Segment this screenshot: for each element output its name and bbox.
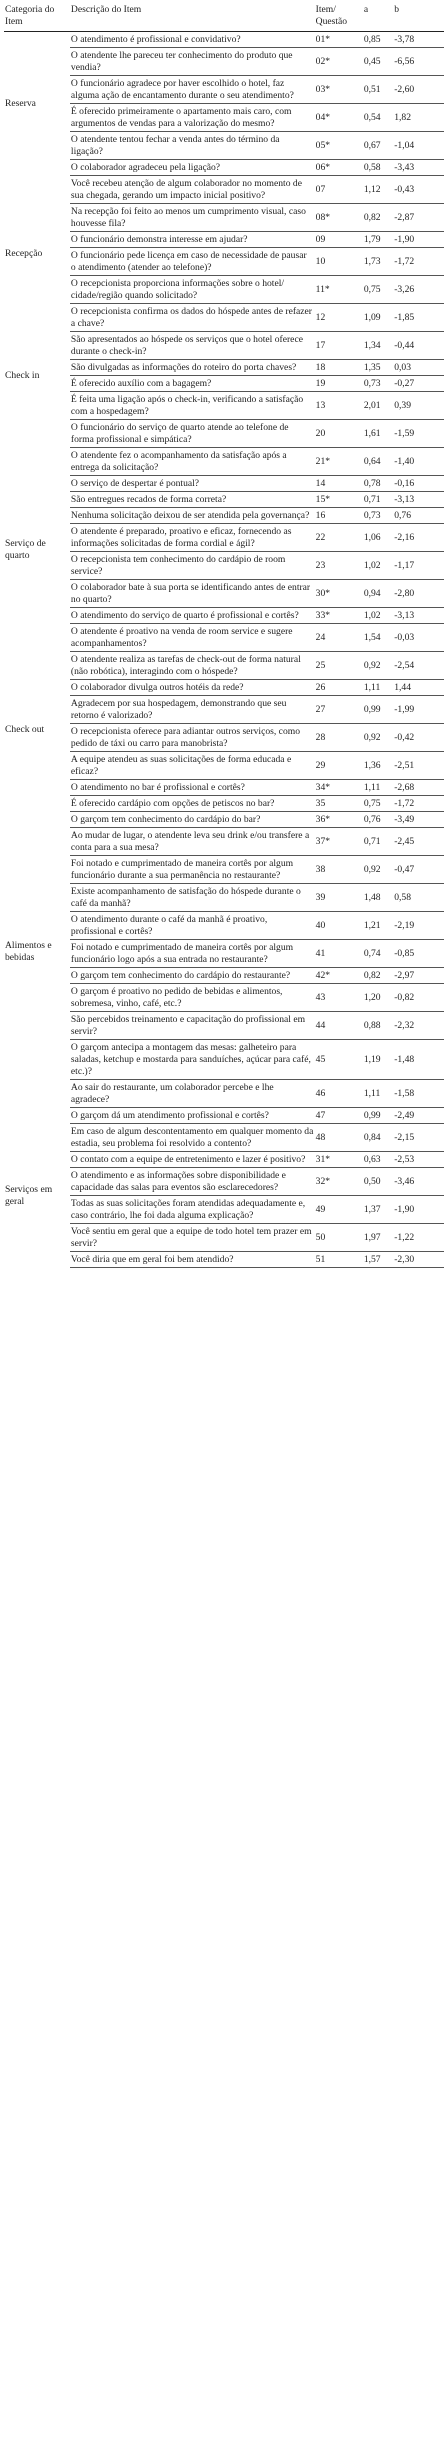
description-cell: Ao sair do restaurante, um colaborador percebe e lhe agradece?	[70, 1080, 315, 1108]
item-cell: 44	[315, 1012, 363, 1040]
description-cell: O contato com a equipe de entretenimento e lazer é positivo?	[70, 1152, 315, 1168]
category-cell: Check in	[5, 370, 40, 381]
a-cell: 1,73	[363, 248, 393, 276]
item-cell: 26	[315, 680, 363, 696]
item-cell: 40	[315, 912, 363, 940]
description-cell: O garçom antecipa a montagem das mesas: galheteiro para saladas, ketchup e mostarda para sanduíches, açúcar para café, etc.)?	[70, 1040, 315, 1080]
b-cell: -1,72	[393, 796, 444, 812]
b-cell: -2,49	[393, 1108, 444, 1124]
table-row	[4, 912, 444, 940]
table-row	[4, 580, 444, 608]
description-cell: O atendimento é profissional e convidativo?	[70, 32, 315, 48]
table-row	[4, 652, 444, 680]
b-cell: -0,16	[393, 476, 444, 492]
table-row	[4, 392, 444, 420]
table-row	[4, 696, 444, 724]
item-cell: 17	[315, 332, 363, 360]
a-cell: 0,82	[363, 204, 393, 232]
table-row	[4, 1040, 444, 1080]
description-cell: O serviço de despertar é pontual?	[70, 476, 315, 492]
b-cell: -1,17	[393, 552, 444, 580]
b-cell: -2,15	[393, 1124, 444, 1152]
table-row	[4, 132, 444, 160]
b-cell: -1,58	[393, 1080, 444, 1108]
b-cell: -1,22	[393, 1224, 444, 1252]
b-cell: -2,32	[393, 1012, 444, 1040]
a-cell: 1,79	[363, 232, 393, 248]
item-cell: 29	[315, 752, 363, 780]
description-cell: O recepcionista oferece para adiantar outros serviços, como pedido de táxi ou carro para manobrista?	[70, 724, 315, 752]
item-cell: 28	[315, 724, 363, 752]
item-cell: 37*	[315, 828, 363, 856]
table-row	[4, 448, 444, 476]
item-cell: 07	[315, 176, 363, 204]
table-row	[4, 828, 444, 856]
description-cell: É oferecido primeiramente o apartamento mais caro, com argumentos de vendas para a valorização do mesmo?	[70, 104, 315, 132]
description-cell: Nenhuma solicitação deixou de ser atendida pela governança?	[70, 508, 315, 524]
a-cell: 1,06	[363, 524, 393, 552]
table-row	[4, 608, 444, 624]
description-cell: O atendente é proativo na venda de room service e sugere acompanhamentos?	[70, 624, 315, 652]
description-cell: São apresentados ao hóspede os serviços que o hotel oferece durante o check-in?	[70, 332, 315, 360]
a-cell: 0,99	[363, 1108, 393, 1124]
table-row	[4, 552, 444, 580]
a-cell: 0,92	[363, 856, 393, 884]
table-row	[4, 680, 444, 696]
description-cell: A equipe atendeu as suas solicitações de forma educada e eficaz?	[70, 752, 315, 780]
table-row	[4, 940, 444, 968]
category-cell: Alimentos e bebidas	[5, 940, 52, 963]
item-cell: 49	[315, 1196, 363, 1224]
item-cell: 10	[315, 248, 363, 276]
a-cell: 0,71	[363, 492, 393, 508]
item-cell: 32*	[315, 1168, 363, 1196]
a-cell: 0,82	[363, 968, 393, 984]
b-cell: -2,45	[393, 828, 444, 856]
b-cell: -3,26	[393, 276, 444, 304]
a-cell: 1,37	[363, 1196, 393, 1224]
item-cell: 30*	[315, 580, 363, 608]
a-cell: 0,63	[363, 1152, 393, 1168]
table-row	[4, 1152, 444, 1168]
a-cell: 1,11	[363, 680, 393, 696]
description-cell: O atendimento do serviço de quarto é profissional e cortês?	[70, 608, 315, 624]
b-cell: -2,51	[393, 752, 444, 780]
description-cell: Todas as suas solicitações foram atendidas adequadamente e, caso contrário, lhe foi dada alguma explicação?	[70, 1196, 315, 1224]
b-cell: -1,99	[393, 696, 444, 724]
b-cell: -6,56	[393, 48, 444, 76]
item-cell: 33*	[315, 608, 363, 624]
description-cell: O funcionário demonstra interesse em ajudar?	[70, 232, 315, 248]
b-cell: 0,03	[393, 360, 444, 376]
a-cell: 1,34	[363, 332, 393, 360]
b-cell: -1,85	[393, 304, 444, 332]
a-cell: 0,71	[363, 828, 393, 856]
item-cell: 41	[315, 940, 363, 968]
a-cell: 0,54	[363, 104, 393, 132]
table-row	[4, 796, 444, 812]
description-cell: O garçom dá um atendimento profissional e cortês?	[70, 1108, 315, 1124]
description-cell: Você recebeu atenção de algum colaborador no momento de sua chegada, gerando um impacto inicial positivo?	[70, 176, 315, 204]
b-cell: -0,47	[393, 856, 444, 884]
description-cell: Foi notado e cumprimentado de maneira cortês por algum funcionário durante a sua permanência no restaurante?	[70, 856, 315, 884]
item-cell: 16	[315, 508, 363, 524]
a-cell: 1,54	[363, 624, 393, 652]
a-cell: 0,92	[363, 652, 393, 680]
a-cell: 0,74	[363, 940, 393, 968]
a-cell: 1,48	[363, 884, 393, 912]
table-row	[4, 1108, 444, 1124]
table-row	[4, 1196, 444, 1224]
table-row	[4, 780, 444, 796]
b-cell: -0,43	[393, 176, 444, 204]
description-cell: Foi notado e cumprimentado de maneira cortês por algum funcionário logo após a sua entrada no restaurante?	[70, 940, 315, 968]
description-cell: Em caso de algum descontentamento em qualquer momento da estadia, seu problema foi resolvido a contento?	[70, 1124, 315, 1152]
header-a: a	[363, 2, 393, 32]
b-cell: 0,76	[393, 508, 444, 524]
table-row	[4, 160, 444, 176]
b-cell: -2,97	[393, 968, 444, 984]
b-cell: -1,72	[393, 248, 444, 276]
table-body	[4, 32, 444, 1268]
item-cell: 36*	[315, 812, 363, 828]
table-row	[4, 76, 444, 104]
description-cell: O atendimento no bar é profissional e cortês?	[70, 780, 315, 796]
item-cell: 13	[315, 392, 363, 420]
item-cell: 51	[315, 1252, 363, 1268]
description-cell: São percebidos treinamento e capacitação do profissional em servir?	[70, 1012, 315, 1040]
header-item: Item/ Questão	[315, 2, 363, 32]
description-cell: O funcionário do serviço de quarto atende ao telefone de forma profissional e simpática?	[70, 420, 315, 448]
item-cell: 11*	[315, 276, 363, 304]
table-row	[4, 1080, 444, 1108]
item-cell: 12	[315, 304, 363, 332]
a-cell: 1,11	[363, 780, 393, 796]
item-cell: 14	[315, 476, 363, 492]
table-row	[4, 48, 444, 76]
table-row	[4, 1124, 444, 1152]
item-cell: 20	[315, 420, 363, 448]
b-cell: -1,48	[393, 1040, 444, 1080]
item-cell: 43	[315, 984, 363, 1012]
table-row	[4, 248, 444, 276]
description-cell: O atendente realiza as tarefas de check-out de forma natural (não robótica), interagindo com o hóspede?	[70, 652, 315, 680]
a-cell: 0,75	[363, 276, 393, 304]
b-cell: -2,53	[393, 1152, 444, 1168]
item-cell: 03*	[315, 76, 363, 104]
a-cell: 0,76	[363, 812, 393, 828]
a-cell: 0,75	[363, 796, 393, 812]
a-cell: 0,88	[363, 1012, 393, 1040]
table-row	[4, 232, 444, 248]
item-cell: 50	[315, 1224, 363, 1252]
item-cell: 25	[315, 652, 363, 680]
description-cell: O recepcionista tem conhecimento do cardápio de room service?	[70, 552, 315, 580]
table-row	[4, 752, 444, 780]
item-cell: 18	[315, 360, 363, 376]
item-cell: 47	[315, 1108, 363, 1124]
a-cell: 2,01	[363, 392, 393, 420]
b-cell: -3,13	[393, 492, 444, 508]
a-cell: 0,92	[363, 724, 393, 752]
item-cell: 23	[315, 552, 363, 580]
a-cell: 0,73	[363, 376, 393, 392]
item-cell: 24	[315, 624, 363, 652]
item-cell: 06*	[315, 160, 363, 176]
description-cell: Você sentiu em geral que a equipe de todo hotel tem prazer em servir?	[70, 1224, 315, 1252]
description-cell: É oferecido auxílio com a bagagem?	[70, 376, 315, 392]
item-cell: 48	[315, 1124, 363, 1152]
b-cell: -0,85	[393, 940, 444, 968]
item-cell: 35	[315, 796, 363, 812]
table-row	[4, 360, 444, 376]
description-cell: O garçom tem conhecimento do cardápio do bar?	[70, 812, 315, 828]
description-cell: O garçom é proativo no pedido de bebidas e alimentos, sobremesa, vinho, café, etc.?	[70, 984, 315, 1012]
description-cell: Você diria que em geral foi bem atendido?	[70, 1252, 315, 1268]
table-row	[4, 1224, 444, 1252]
item-cell: 34*	[315, 780, 363, 796]
item-cell: 31*	[315, 1152, 363, 1168]
table-row	[4, 1252, 444, 1268]
item-cell: 15*	[315, 492, 363, 508]
description-cell: É feita uma ligação após o check-in, verificando a satisfação com a hospedagem?	[70, 392, 315, 420]
table-row	[4, 304, 444, 332]
a-cell: 0,45	[363, 48, 393, 76]
a-cell: 1,97	[363, 1224, 393, 1252]
b-cell: 0,58	[393, 884, 444, 912]
a-cell: 1,19	[363, 1040, 393, 1080]
a-cell: 0,94	[363, 580, 393, 608]
description-cell: O recepcionista proporciona informações sobre o hotel/ cidade/região quando solicitado?	[70, 276, 315, 304]
table-row	[4, 204, 444, 232]
header-row	[4, 2, 444, 32]
b-cell: -0,82	[393, 984, 444, 1012]
table-header	[4, 2, 444, 32]
item-cell: 39	[315, 884, 363, 912]
description-cell: O funcionário pede licença em caso de necessidade de pausar o atendimento (atender ao telefone)?	[70, 248, 315, 276]
item-cell: 02*	[315, 48, 363, 76]
item-cell: 08*	[315, 204, 363, 232]
a-cell: 0,64	[363, 448, 393, 476]
b-cell: -2,87	[393, 204, 444, 232]
description-cell: Na recepção foi feito ao menos um cumprimento visual, caso houvesse fila?	[70, 204, 315, 232]
b-cell: -0,27	[393, 376, 444, 392]
item-cell: 38	[315, 856, 363, 884]
description-cell: O atendente é preparado, proativo e eficaz, fornecendo as informações solicitadas de forma cordial e ágil?	[70, 524, 315, 552]
description-cell: Agradecem por sua hospedagem, demonstrando que seu retorno é valorizado?	[70, 696, 315, 724]
b-cell: -2,60	[393, 76, 444, 104]
a-cell: 0,85	[363, 32, 393, 48]
description-cell: O recepcionista confirma os dados do hóspede antes de refazer a chave?	[70, 304, 315, 332]
a-cell: 1,35	[363, 360, 393, 376]
table-row	[4, 856, 444, 884]
description-cell: O atendente lhe pareceu ter conhecimento do produto que vendia?	[70, 48, 315, 76]
item-cell: 09	[315, 232, 363, 248]
table-row	[4, 276, 444, 304]
table-row	[4, 884, 444, 912]
item-cell: 05*	[315, 132, 363, 160]
description-cell: O atendente tentou fechar a venda antes do término da ligação?	[70, 132, 315, 160]
a-cell: 1,61	[363, 420, 393, 448]
table-row	[4, 420, 444, 448]
a-cell: 1,57	[363, 1252, 393, 1268]
b-cell: -1,90	[393, 1196, 444, 1224]
a-cell: 0,78	[363, 476, 393, 492]
item-cell: 46	[315, 1080, 363, 1108]
item-cell: 04*	[315, 104, 363, 132]
table-row	[4, 492, 444, 508]
table-row	[4, 984, 444, 1012]
item-cell: 19	[315, 376, 363, 392]
header-category: Categoria do Item	[4, 2, 70, 32]
b-cell: 0,39	[393, 392, 444, 420]
description-cell: Existe acompanhamento de satisfação do hóspede durante o café da manhã?	[70, 884, 315, 912]
b-cell: -0,44	[393, 332, 444, 360]
description-cell: É oferecido cardápio com opções de petiscos no bar?	[70, 796, 315, 812]
b-cell: -2,16	[393, 524, 444, 552]
b-cell: -1,04	[393, 132, 444, 160]
description-cell: São divulgadas as informações do roteiro do porta chaves?	[70, 360, 315, 376]
description-cell: O atendente fez o acompanhamento da satisfação após a entrega da solicitação?	[70, 448, 315, 476]
b-cell: -3,43	[393, 160, 444, 176]
b-cell: -3,49	[393, 812, 444, 828]
a-cell: 1,12	[363, 176, 393, 204]
category-cell: Check out	[5, 724, 45, 735]
table-row	[4, 104, 444, 132]
item-cell: 01*	[315, 32, 363, 48]
table-row	[4, 1168, 444, 1196]
a-cell: 0,73	[363, 508, 393, 524]
description-cell: O atendimento durante o café da manhã é proativo, profissional e cortês?	[70, 912, 315, 940]
b-cell: -3,78	[393, 32, 444, 48]
header-description: Descrição do Item	[70, 2, 315, 32]
table-row	[4, 332, 444, 360]
a-cell: 1,11	[363, 1080, 393, 1108]
description-cell: O colaborador bate à sua porta se identificando antes de entrar no quarto?	[70, 580, 315, 608]
table-row	[4, 812, 444, 828]
a-cell: 1,36	[363, 752, 393, 780]
description-cell: Ao mudar de lugar, o atendente leva seu drink e/ou transfere a conta para a sua mesa?	[70, 828, 315, 856]
b-cell: 1,44	[393, 680, 444, 696]
b-cell: 1,82	[393, 104, 444, 132]
a-cell: 1,21	[363, 912, 393, 940]
b-cell: -2,19	[393, 912, 444, 940]
table-row	[4, 724, 444, 752]
a-cell: 1,02	[363, 552, 393, 580]
table-row	[4, 176, 444, 204]
item-cell: 27	[315, 696, 363, 724]
item-cell: 42*	[315, 968, 363, 984]
a-cell: 0,51	[363, 76, 393, 104]
category-cell: Reserva	[5, 98, 36, 110]
b-cell: -0,42	[393, 724, 444, 752]
table-row	[4, 1012, 444, 1040]
table-row	[4, 376, 444, 392]
a-cell: 1,09	[363, 304, 393, 332]
item-cell: 21*	[315, 448, 363, 476]
b-cell: -3,13	[393, 608, 444, 624]
a-cell: 0,67	[363, 132, 393, 160]
category-cell: Serviço de quarto	[5, 538, 46, 561]
header-b: b	[393, 2, 444, 32]
a-cell: 0,50	[363, 1168, 393, 1196]
table-row	[4, 524, 444, 552]
item-cell: 45	[315, 1040, 363, 1080]
table-row	[4, 32, 444, 48]
b-cell: -1,40	[393, 448, 444, 476]
table-row	[4, 624, 444, 652]
table-row	[4, 476, 444, 492]
b-cell: -2,68	[393, 780, 444, 796]
category-cell: Recepção	[5, 248, 43, 259]
a-cell: 1,02	[363, 608, 393, 624]
item-cell: 22	[315, 524, 363, 552]
description-cell: O atendimento e as informações sobre disponibilidade e capacidade das salas para eventos são esclarecedores?	[70, 1168, 315, 1196]
b-cell: -2,54	[393, 652, 444, 680]
b-cell: -1,90	[393, 232, 444, 248]
description-cell: São entregues recados de forma correta?	[70, 492, 315, 508]
a-cell: 0,99	[363, 696, 393, 724]
b-cell: -3,46	[393, 1168, 444, 1196]
a-cell: 0,58	[363, 160, 393, 176]
category-cell: Serviços em geral	[5, 1184, 53, 1207]
table-row	[4, 508, 444, 524]
a-cell: 0,84	[363, 1124, 393, 1152]
a-cell: 1,20	[363, 984, 393, 1012]
description-cell: O colaborador agradeceu pela ligação?	[70, 160, 315, 176]
description-cell: O funcionário agradece por haver escolhido o hotel, faz alguma ação de encantamento durante o seu atendimento?	[70, 76, 315, 104]
b-cell: -2,30	[393, 1252, 444, 1268]
description-cell: O garçom tem conhecimento do cardápio do restaurante?	[70, 968, 315, 984]
b-cell: -0,03	[393, 624, 444, 652]
table-row	[4, 968, 444, 984]
b-cell: -2,80	[393, 580, 444, 608]
b-cell: -1,59	[393, 420, 444, 448]
item-parameters-table	[4, 2, 444, 1268]
description-cell: O colaborador divulga outros hotéis da rede?	[70, 680, 315, 696]
